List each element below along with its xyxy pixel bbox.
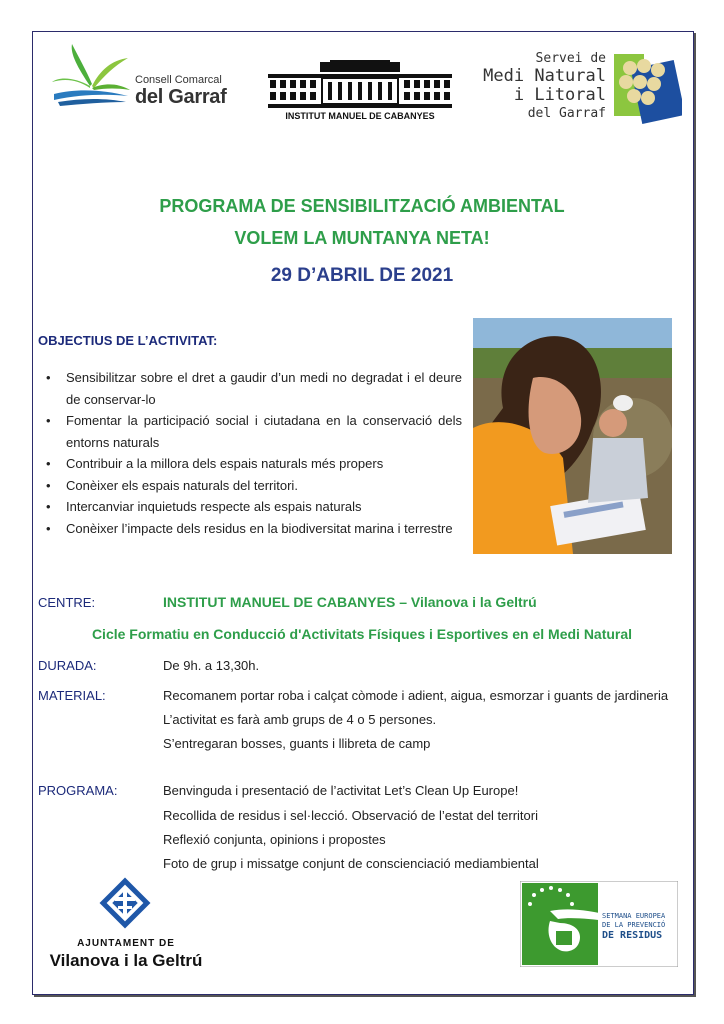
smn-line3: i Litoral xyxy=(513,85,606,105)
objective-item: • Intercanviar inquietuds respecte als espais naturals xyxy=(46,496,462,518)
institut-building-icon xyxy=(268,60,452,110)
objective-item: • Sensibilitzar sobre el dret a gaudir d’un medi no degradat i el deure de conservar-lo xyxy=(46,367,462,410)
centre-value: INSTITUT MANUEL DE CABANYES – Vilanova i la Geltrú xyxy=(163,594,537,610)
material-line: S’entregaran bosses, guants i llibreta de camp xyxy=(163,736,431,751)
page-title-line2: VOLEM LA MUNTANYA NETA! xyxy=(234,228,490,248)
serp-text xyxy=(602,912,665,942)
smn-line4: del Garraf xyxy=(527,106,606,121)
smn-line1: Servei de xyxy=(535,51,606,66)
serp-line3: DE RESIDUS xyxy=(602,930,663,941)
ccg-logo-line1: Consell Comarcal xyxy=(135,74,222,86)
ccg-leaf-icon xyxy=(48,42,134,106)
material-line: L’activitat es farà amb grups de 4 o 5 persones. xyxy=(163,712,437,727)
material-line: Recomanem portar roba i calçat còmode i adient, aigua, esmorzar i guants de jardineria xyxy=(163,688,669,703)
smn-logo-text xyxy=(483,52,606,120)
programa-line: Reflexió conjunta, opinions i propostes xyxy=(163,832,386,847)
ccg-logo-line2: del Garraf xyxy=(135,86,227,108)
serp-line2: DE LA PREVENCIÓ xyxy=(602,921,666,929)
material-label: MATERIAL: xyxy=(38,688,106,703)
programa-line: Foto de grup i missatge conjunt de conscienciació mediambiental xyxy=(163,856,539,871)
serp-line1: SETMANA EUROPEA xyxy=(602,912,666,920)
durada-value: De 9h. a 13,30h. xyxy=(163,658,260,673)
event-date: 29 D’ABRIL DE 2021 xyxy=(270,265,454,286)
objective-item: • Contribuir a la millora dels espais naturals més propers xyxy=(46,453,462,475)
activity-photo xyxy=(473,318,672,554)
objectives-list xyxy=(46,367,462,539)
smn-line2: Medi Natural xyxy=(483,66,606,86)
ajuntament-emblem-icon xyxy=(98,876,152,930)
ajuntament-line1: AJUNTAMENT DE xyxy=(77,938,175,949)
objective-item: • Fomentar la participació social i ciutadana en la conservació dels entorns naturals xyxy=(46,410,462,453)
institut-logo-label: INSTITUT MANUEL DE CABANYES xyxy=(285,111,435,121)
cicle-title: Cicle Formatiu en Conducció d'Activitats Físiques i Esportives en el Medi Natural xyxy=(91,626,633,642)
objectives-heading: OBJECTIUS DE L’ACTIVITAT: xyxy=(38,333,218,348)
programa-line: Benvinguda i presentació de l’activitat Let’s Clean Up Europe! xyxy=(163,783,519,798)
programa-label: PROGRAMA: xyxy=(38,783,118,798)
centre-label: CENTRE: xyxy=(38,595,96,610)
objective-item: • Conèixer l’impacte dels residus en la biodiversitat marina i terrestre xyxy=(46,518,462,540)
smn-circles-icon xyxy=(614,54,682,124)
durada-label: DURADA: xyxy=(38,658,97,673)
objective-item: • Conèixer els espais naturals del territori. xyxy=(46,475,462,497)
page-title-line1: PROGRAMA DE SENSIBILITZACIÓ AMBIENTAL xyxy=(159,196,565,216)
ajuntament-line2: Vilanova i la Geltrú xyxy=(49,951,203,970)
programa-line: Recollida de residus i sel·lecció. Observació de l’estat del territori xyxy=(163,808,538,823)
